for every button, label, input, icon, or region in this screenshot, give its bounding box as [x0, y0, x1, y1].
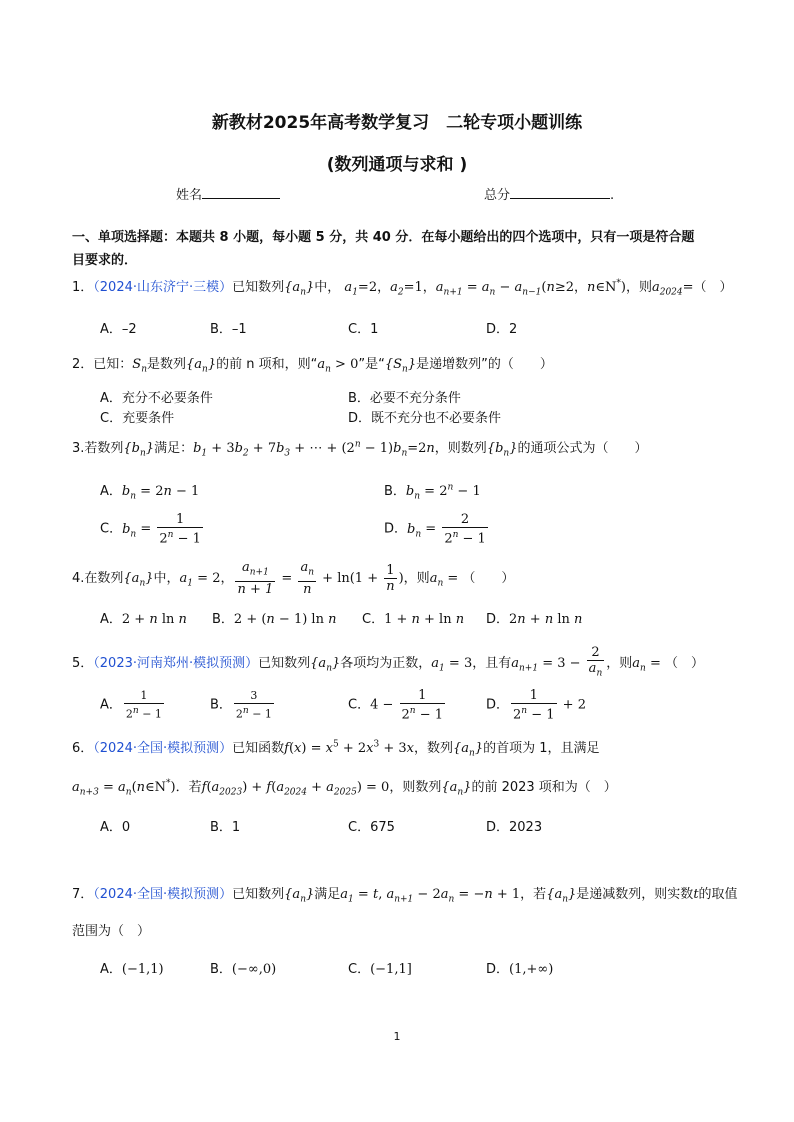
question-2-stem: 2．已知：$S_n$是数列$\{a_n\}$的前 n 项和，则“$a_n > 0$”是“$\{S_n\}$是递增数列”的（ ）: [72, 357, 553, 375]
page-subtitle: (数列通项与求和 ): [326, 155, 468, 175]
question-5-source: （2023·河南郑州·模拟预测）: [93, 655, 259, 671]
score-blank: [510, 186, 610, 199]
question-4-option-a[interactable]: A．2 + n ln n: [100, 612, 187, 627]
question-6-option-d[interactable]: D．2023: [486, 820, 543, 835]
question-6-stem-line2: $a_{n+3}$ = $a_n(n\in N^*)$．若$f(a_{2023}) + f(a_{2024} + a_{2025}) = 0$，则数列$\{a_n\}$的前 2023 项和为（ ）: [72, 778, 617, 798]
question-4-option-d[interactable]: D．2n + n ln n: [486, 612, 583, 627]
question-3-option-a[interactable]: A．$b_n = 2n - 1$: [100, 484, 200, 502]
question-5-stem: 5．（2023·河南郑州·模拟预测）已知数列$\{a_n\}$各项均为正数，$a_1 = 3$，且有$a_{n+1} = 3$ − $\frac{2}{a_n}$ ，则$a_n$ = （ ）: [72, 645, 704, 682]
question-6-option-c[interactable]: C．675: [348, 820, 395, 835]
name-label: 姓名: [176, 188, 203, 203]
question-2-option-b[interactable]: B．必要不充分条件: [348, 391, 461, 406]
question-1-option-c[interactable]: C．1: [348, 322, 379, 337]
question-5-option-d[interactable]: D． $\frac{1}{2^n - 1}$ + 2: [486, 688, 586, 723]
page-number: 1: [393, 1030, 401, 1043]
question-1-source: （2024·山东济宁·三模）: [93, 280, 233, 295]
question-4-option-c[interactable]: C．1 + n + ln n: [362, 612, 465, 627]
question-2-option-d[interactable]: D．既不充分也不必要条件: [348, 411, 502, 426]
question-4-stem: 4.在数列$\{a_n\}$中，$a_1 = 2$， $\frac{a_{n+1}}{n + 1}$ = $\frac{a_n}{n}$ + ln(1 + $\frac{1}{n}$ )，则$a_n$ = （ ）: [72, 560, 515, 597]
question-3-option-c[interactable]: C．$b_n$ = $\frac{1}{2^n - 1}$: [100, 512, 201, 547]
question-6-option-b[interactable]: B．1: [210, 820, 241, 835]
question-5-option-b[interactable]: B． $\frac{3}{2^n - 1}$: [210, 689, 272, 721]
question-6-source: （2024·全国·模拟预测）: [93, 741, 233, 756]
question-5-option-c[interactable]: C．4 − $\frac{1}{2^n - 1}$: [348, 688, 444, 723]
question-7-option-d[interactable]: D．(1,+∞): [486, 962, 554, 977]
score-field: 总分 .: [484, 188, 615, 203]
question-1-option-d[interactable]: D．2: [486, 322, 518, 337]
question-7-option-a[interactable]: A．(−1,1): [100, 962, 164, 977]
question-1-option-a[interactable]: A．–2: [100, 322, 137, 337]
name-field: [176, 184, 280, 203]
question-1-option-b[interactable]: B．–1: [210, 322, 247, 337]
question-7-source: （2024·全国·模拟预测）: [93, 887, 233, 902]
name-blank: [202, 186, 280, 199]
question-7-stem: 7．（2024·全国·模拟预测）已知数列$\{a_n\}$满足$a_1 = t$, $a_{n+1} - 2a_n = -n + 1$，若$\{a_n\}$是递减数列，则实数t的取值: [72, 887, 738, 905]
question-3-stem: 3.若数列$\{b_n\}$满足：$b_1 + 3b_2 + 7b_3$ + ⋯ + $(2^n - 1)b_n=2n$，则数列$\{b_n\}$的通项公式为（ ）: [72, 439, 648, 459]
question-3-option-d[interactable]: D．$b_n$ = $\frac{2}{2^n - 1}$: [384, 512, 486, 547]
question-1-stem: 1．（2024·山东济宁·三模）已知数列$\{a_n\}$中， $a_1=2$，$a_2=1$，$a_{n+1} = a_n - a_{n-1}(n\ge 2$，n∈N*)，则$a_{2024}=$（ ）: [72, 278, 733, 298]
question-6-option-a[interactable]: A．0: [100, 820, 131, 835]
question-6-stem: 6．（2024·全国·模拟预测）已知函数$f(x) = x^5 + 2x^3 + 3x$，数列$\{a_n\}$的首项为 1，且满足: [72, 739, 600, 759]
score-label: 总分: [484, 188, 511, 203]
question-2-option-a[interactable]: A．充分不必要条件: [100, 391, 213, 406]
question-3-option-b[interactable]: B．$b_n = 2^n - 1$: [384, 482, 481, 502]
question-7-stem-line2: 范围为（ ）: [72, 924, 151, 939]
question-2-option-c[interactable]: C．充要条件: [100, 411, 175, 426]
page-title: 新教材2025年高考数学复习 二轮专项小题训练: [211, 113, 583, 133]
question-7-option-b[interactable]: B．(−∞,0): [210, 962, 277, 977]
question-7-option-c[interactable]: C．(−1,1]: [348, 962, 412, 977]
section-heading-line2: 目要求的．: [72, 253, 138, 268]
question-4-option-b[interactable]: B．2 + (n − 1) ln n: [212, 612, 337, 627]
section-heading-line1: 一、单项选择题：本题共 8 小题，每小题 5 分，共 40 分．在每小题给出的四个选项中，只有一项是符合题: [72, 230, 695, 245]
question-5-option-a[interactable]: A． $\frac{1}{2^n - 1}$: [100, 689, 162, 721]
